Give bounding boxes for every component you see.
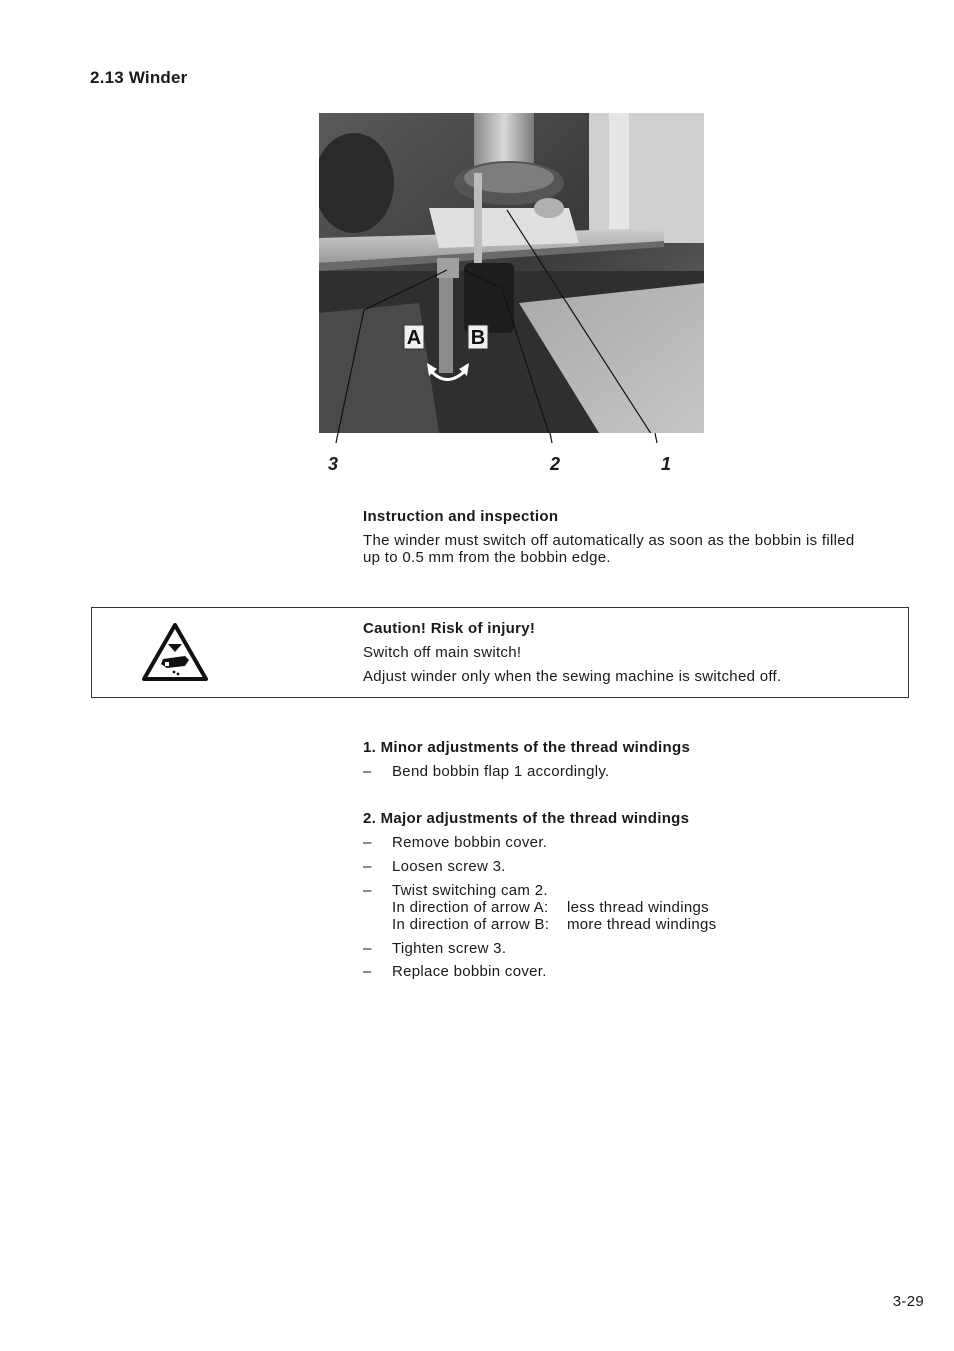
section-number: 2.13	[90, 68, 124, 87]
instruction-heading: Instruction and inspection	[363, 508, 559, 525]
arrow-a-result: less thread windings	[567, 899, 709, 916]
instruction-line-1: The winder must switch off automatically as soon as the bobbin is filled	[363, 532, 855, 549]
leader-extensions	[319, 433, 704, 445]
list-dash: –	[363, 834, 372, 851]
section-title: Winder	[128, 68, 188, 87]
major-adjustments-heading: 2. Major adjustments of the thread windings	[363, 810, 690, 827]
caution-heading: Caution! Risk of injury!	[363, 620, 536, 637]
list-item-text: Remove bobbin cover.	[392, 834, 548, 851]
list-item-text: Loosen screw 3.	[392, 858, 506, 875]
hand-injury-warning-icon	[141, 622, 209, 682]
caution-line-1: Switch off main switch!	[363, 644, 522, 661]
list-dash: –	[363, 963, 372, 980]
arrow-a-label: A	[406, 327, 422, 349]
list-item-text: Twist switching cam 2.	[392, 882, 548, 899]
list-item-text: Tighten screw 3.	[392, 940, 507, 957]
instruction-line-2: up to 0.5 mm from the bobbin edge.	[363, 549, 611, 566]
arrow-a-row	[392, 899, 709, 916]
page-number: 3-29	[892, 1293, 924, 1310]
arrow-b-row	[392, 916, 717, 933]
list-dash: –	[363, 940, 372, 957]
callout-2: 2	[550, 454, 561, 474]
list-item-text: Replace bobbin cover.	[392, 963, 547, 980]
list-dash: –	[363, 763, 372, 780]
winder-photo-drawing	[319, 113, 704, 433]
section-heading	[90, 68, 188, 88]
list-dash: –	[363, 882, 372, 899]
list-item-text: Bend bobbin flap 1 accordingly.	[392, 763, 610, 780]
winder-photo	[319, 113, 704, 433]
minor-adjustments-heading: 1. Minor adjustments of the thread windings	[363, 739, 691, 756]
caution-line-2: Adjust winder only when the sewing machine is switched off.	[363, 668, 782, 685]
callout-1: 1	[661, 454, 672, 474]
caution-box	[91, 607, 909, 698]
arrow-b-result: more thread windings	[567, 916, 717, 933]
arrow-b-label: B	[470, 327, 486, 349]
list-dash: –	[363, 858, 372, 875]
arrow-a-direction: In direction of arrow A:	[392, 899, 549, 916]
callout-3: 3	[328, 454, 339, 474]
arrow-b-direction: In direction of arrow B:	[392, 916, 550, 933]
